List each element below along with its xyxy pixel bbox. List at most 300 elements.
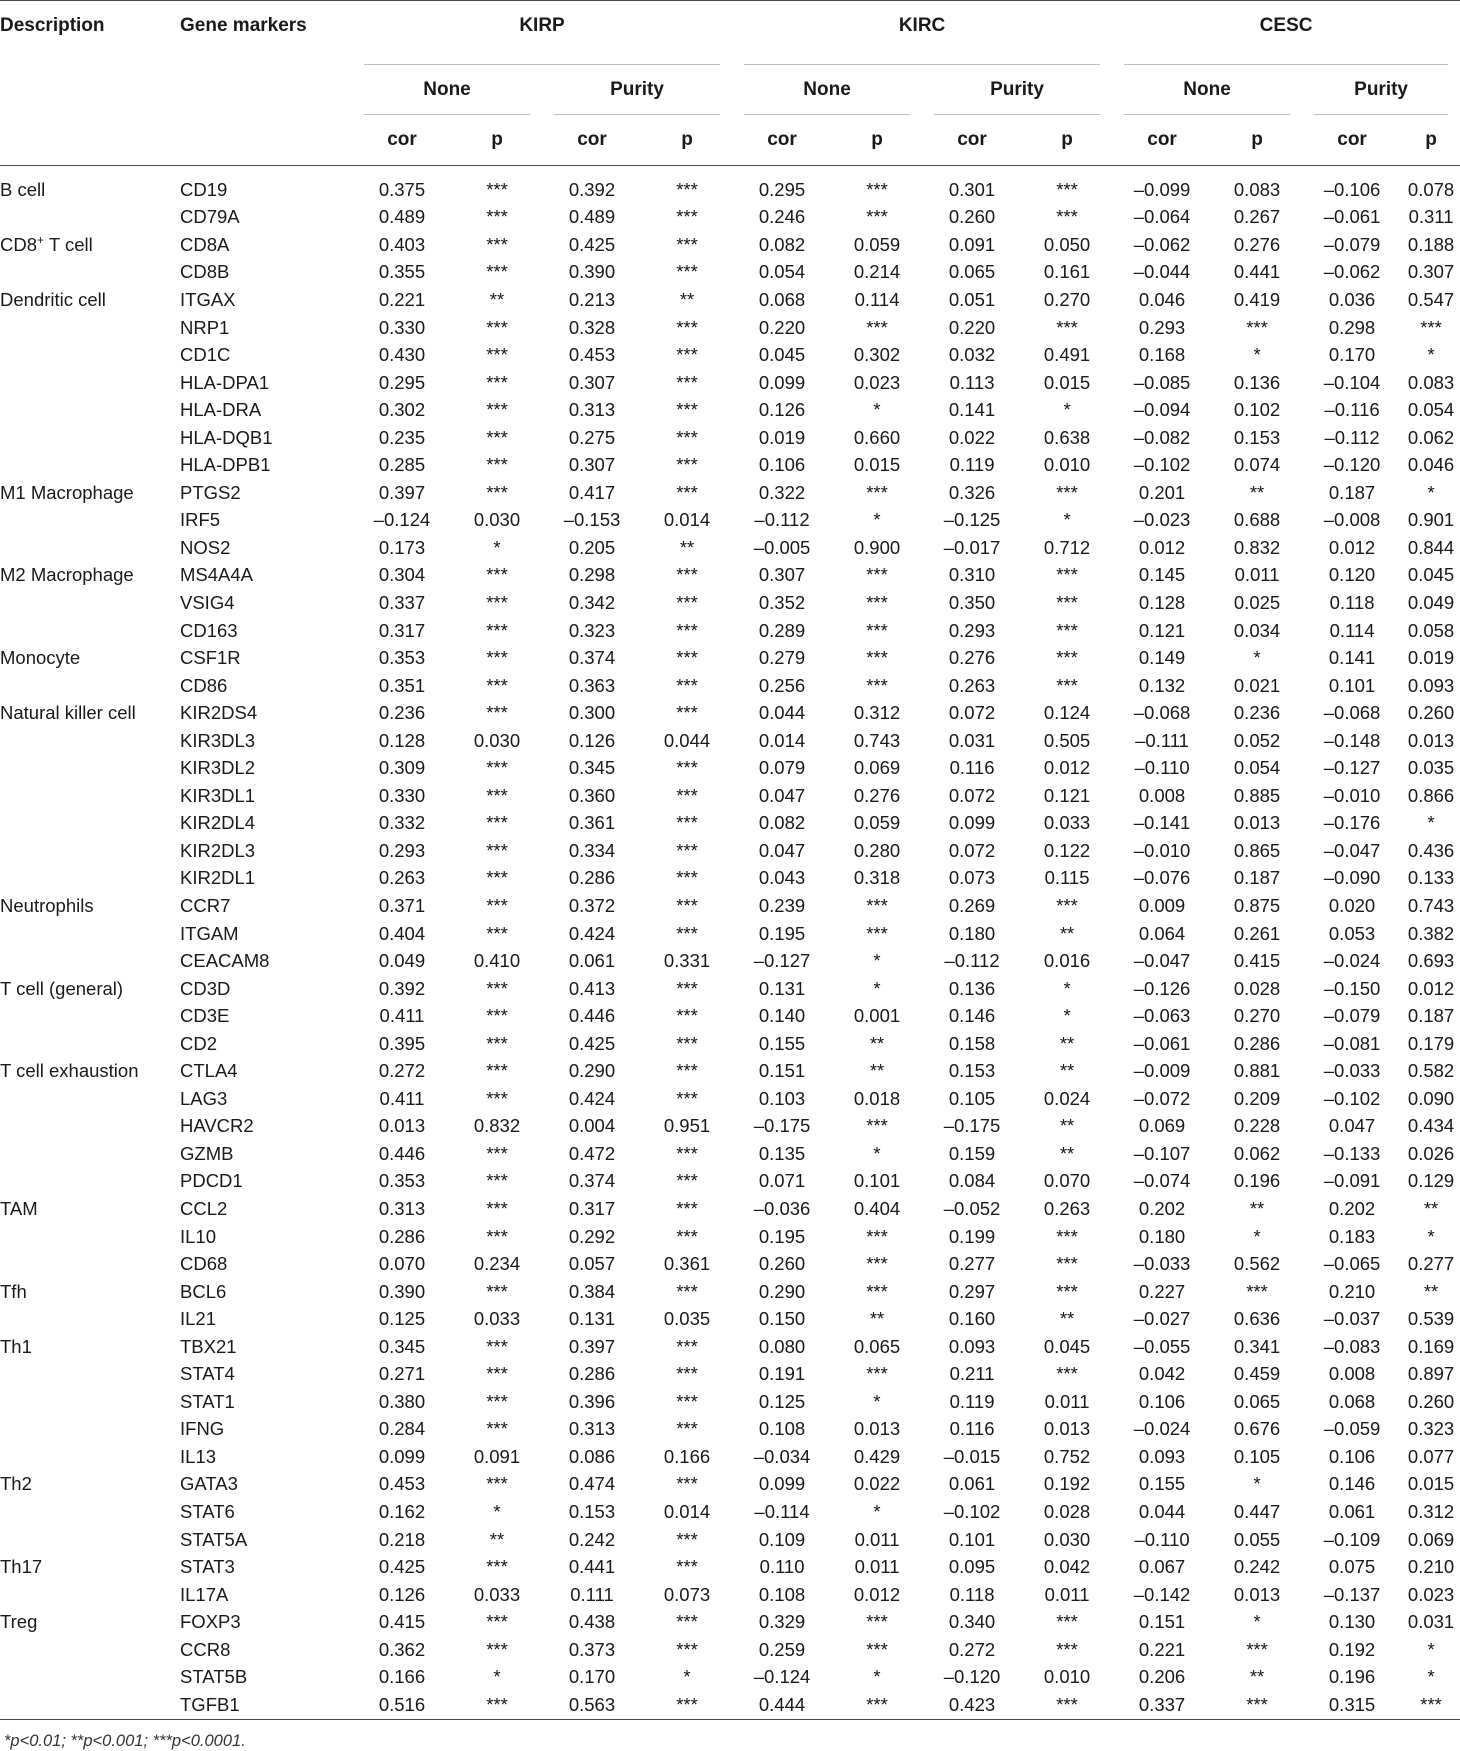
p-value: 0.505 (1043, 729, 1091, 751)
gene-marker: CSF1R (180, 647, 241, 669)
cell-type-label (0, 947, 180, 975)
gene-marker: TBX21 (180, 1335, 237, 1357)
cor-value: 0.340 (948, 1611, 996, 1633)
cor-value: –0.068 (1133, 702, 1191, 724)
gene-marker: IRF5 (180, 509, 221, 531)
cor-value: –0.112 (754, 509, 810, 531)
p-value: 0.897 (1407, 1363, 1455, 1385)
table-row (0, 1250, 1460, 1278)
p-value: * (1253, 1611, 1261, 1633)
cell-type-label (0, 837, 180, 865)
description-header: Description (0, 15, 105, 36)
p-value: 0.013 (1233, 812, 1281, 834)
cor-value: 0.012 (1328, 536, 1376, 558)
p-value: *** (1056, 206, 1078, 228)
p-value: 0.115 (1044, 867, 1090, 889)
p-value: * (873, 509, 881, 531)
p-value: *** (486, 1005, 508, 1027)
cor-value: 0.286 (378, 1225, 426, 1247)
p-value: *** (1212, 1691, 1302, 1719)
p-value: ** (1059, 1308, 1075, 1330)
p-value: 0.090 (1407, 1087, 1455, 1109)
cor-value: 0.082 (758, 233, 806, 255)
p-value: *** (486, 206, 508, 228)
cor-value: 0.374 (568, 647, 616, 669)
cor-value: 0.013 (378, 1115, 426, 1137)
cor-value: 0.396 (568, 1390, 616, 1412)
cor-value: 0.345 (568, 757, 616, 779)
cell-type-label (0, 617, 180, 645)
cor-value: 0.128 (378, 729, 426, 751)
cor-value: 0.153 (948, 1060, 996, 1082)
p-value: *** (676, 261, 698, 283)
table-row (0, 699, 1460, 727)
cor-value: –0.094 (1133, 399, 1191, 421)
p-value: *** (1056, 647, 1078, 669)
p-value: 0.881 (1233, 1060, 1281, 1082)
cor-value: –0.017 (943, 536, 1001, 558)
p-value: 0.900 (853, 536, 901, 558)
cor-value: 0.380 (378, 1390, 426, 1412)
p-value: *** (486, 674, 508, 696)
p-value: *** (676, 647, 698, 669)
cor-value: 0.300 (568, 702, 616, 724)
cor-value: 0.235 (378, 426, 426, 448)
cor-value: 0.411 (379, 1005, 425, 1027)
p-value: *** (1056, 894, 1078, 916)
cor-value: 0.036 (1328, 288, 1376, 310)
cor-value: 0.392 (378, 977, 426, 999)
cor-value: 0.068 (758, 288, 806, 310)
cor-value: 0.326 (948, 481, 996, 503)
cor-value: 0.160 (948, 1308, 996, 1330)
cor-value: 0.374 (568, 1170, 616, 1192)
p-value: *** (1246, 1638, 1268, 1660)
p-value: 0.001 (853, 1005, 901, 1027)
p-value: *** (676, 591, 698, 613)
p-value: 0.539 (1407, 1308, 1455, 1330)
cor-value: 0.236 (378, 702, 426, 724)
gene-marker: CTLA4 (180, 1060, 238, 1082)
cor-value: 0.136 (948, 977, 996, 999)
cor-value: 0.298 (1328, 316, 1376, 338)
p-value: 0.045 (1407, 564, 1455, 586)
p-value: 0.033 (473, 1308, 521, 1330)
gene-marker: CCR7 (180, 894, 231, 916)
cor-value: 0.170 (1328, 344, 1376, 366)
cor-value: 0.360 (568, 784, 616, 806)
p-value: 0.743 (853, 729, 901, 751)
cancer-header-cesc: CESC (1112, 1, 1460, 66)
p-value: 0.012 (1407, 977, 1455, 999)
table-row (0, 782, 1460, 810)
cor-value: 0.317 (568, 1198, 616, 1219)
p-value: 0.074 (1233, 454, 1281, 476)
table-row (0, 1553, 1460, 1581)
p-value: *** (1056, 1280, 1078, 1302)
cell-type-label (0, 589, 180, 617)
cor-value: 0.310 (948, 564, 996, 586)
cor-value: 0.213 (568, 288, 616, 310)
cor-value: 0.086 (568, 1445, 616, 1467)
p-value: *** (866, 591, 888, 613)
gene-marker: IL13 (180, 1445, 217, 1467)
gene-marker: KIR2DS4 (180, 702, 258, 724)
gene-marker: FOXP3 (180, 1611, 241, 1633)
p-value: *** (486, 1611, 508, 1633)
cor-value: 0.259 (758, 1638, 806, 1660)
p-value: * (493, 536, 501, 558)
cor-value: 0.196 (1328, 1666, 1376, 1688)
table-row (0, 1140, 1460, 1168)
cor-value: 0.395 (378, 1032, 426, 1054)
p-value: 0.011 (854, 1556, 900, 1578)
gene-marker: LAG3 (180, 1087, 228, 1109)
cor-value: 0.239 (758, 894, 806, 916)
p-value: *** (486, 1638, 508, 1660)
table-row (0, 534, 1460, 562)
cell-type-label: Th17 (0, 1556, 43, 1578)
p-value: 0.267 (1233, 206, 1281, 228)
cor-value: –0.063 (1133, 1005, 1191, 1027)
p-value: 0.010 (1043, 454, 1091, 476)
p-value: 0.121 (1043, 784, 1091, 806)
cor-value: 0.082 (758, 812, 806, 834)
p-value: 0.312 (853, 702, 901, 724)
cell-type-label: Natural killer cell (0, 702, 136, 724)
gene-marker: IL17A (180, 1583, 229, 1605)
cor-value: 0.313 (568, 1418, 616, 1440)
cell-type-label: M1 Macrophage (0, 481, 134, 503)
cor-value: 0.125 (758, 1390, 806, 1412)
gene-marker: IL10 (180, 1225, 217, 1247)
cell-type-label (0, 1388, 180, 1416)
cor-value: 0.180 (1138, 1225, 1186, 1247)
gene-marker: CD19 (180, 178, 228, 200)
cor-value: 0.279 (758, 647, 806, 669)
cor-value: 0.106 (758, 454, 806, 476)
p-value: 0.361 (663, 1253, 711, 1275)
p-value: ** (679, 288, 695, 310)
p-value: ** (489, 288, 505, 310)
cor-value: 0.361 (568, 812, 616, 834)
cor-value: 0.272 (378, 1060, 426, 1082)
p-value: *** (676, 233, 698, 255)
stat-header-cor: cor (1337, 129, 1367, 150)
gene-marker: KIR2DL1 (180, 867, 256, 889)
cor-value: 0.113 (949, 371, 995, 393)
p-value: *** (486, 481, 508, 503)
p-value: *** (486, 178, 508, 200)
p-value: *** (676, 674, 698, 696)
p-value: 0.885 (1233, 784, 1281, 806)
cor-value: –0.120 (1323, 454, 1381, 476)
p-value: *** (676, 1418, 698, 1440)
p-value: 0.242 (1233, 1556, 1281, 1578)
p-value: 0.018 (853, 1087, 901, 1109)
cor-value: 0.072 (948, 839, 996, 861)
cor-value: 0.425 (378, 1556, 426, 1578)
p-value: * (1063, 1005, 1071, 1027)
gene-marker: STAT5B (180, 1666, 248, 1688)
table-row (0, 1168, 1460, 1196)
cor-value: 0.304 (378, 564, 426, 586)
table-row (0, 617, 1460, 645)
cor-value: 0.170 (568, 1666, 616, 1688)
stat-header-p: p (1425, 129, 1437, 150)
p-value: *** (486, 1225, 508, 1247)
cell-type-label (0, 1526, 180, 1554)
cor-value: 0.128 (1138, 591, 1186, 613)
table-row (0, 837, 1460, 865)
p-value: 0.014 (663, 1501, 711, 1523)
cor-value: –0.104 (1323, 371, 1381, 393)
cor-value: 0.047 (758, 839, 806, 861)
p-value: 0.062 (1233, 1142, 1281, 1164)
cor-value: 0.132 (1138, 674, 1186, 696)
p-value: * (873, 399, 881, 421)
p-value: 0.743 (1407, 894, 1455, 916)
cor-value: 0.146 (948, 1005, 996, 1027)
p-value: * (873, 1501, 881, 1523)
cor-value: –0.055 (1133, 1335, 1191, 1357)
gene-marker: CD86 (180, 674, 228, 696)
group-header-purity: Purity (1302, 65, 1460, 115)
cor-value: 0.293 (378, 839, 426, 861)
cor-value: –0.109 (1323, 1528, 1381, 1550)
p-value: *** (866, 481, 888, 503)
group-header-none: None (1112, 65, 1302, 115)
p-value: 0.055 (1233, 1528, 1281, 1550)
p-value: *** (1056, 1638, 1078, 1660)
cor-value: 0.109 (758, 1528, 806, 1550)
p-value: *** (676, 399, 698, 421)
p-value: 0.441 (1233, 261, 1281, 283)
cor-value: –0.127 (1323, 757, 1381, 779)
p-value: ** (1059, 1032, 1075, 1054)
p-value: *** (486, 371, 508, 393)
cor-value: 0.516 (352, 1691, 452, 1719)
table-row (0, 1416, 1460, 1444)
cor-value: 0.130 (1328, 1611, 1376, 1633)
cor-value: 0.293 (1138, 316, 1186, 338)
gene-marker: GATA3 (180, 1473, 238, 1495)
cor-value: –0.153 (563, 509, 621, 531)
p-value: *** (486, 867, 508, 889)
p-value: 0.676 (1233, 1418, 1281, 1440)
p-value: 0.234 (473, 1253, 521, 1275)
p-value: 0.105 (1233, 1445, 1281, 1467)
p-value: *** (486, 1170, 508, 1192)
p-value: *** (676, 894, 698, 916)
cell-type-label (0, 1113, 180, 1141)
cor-value: 0.472 (568, 1142, 616, 1164)
cor-value: 0.140 (758, 1005, 806, 1027)
cor-value: 0.101 (1328, 674, 1376, 696)
cor-value: –0.142 (1133, 1583, 1191, 1605)
p-value: 0.228 (1233, 1115, 1281, 1137)
cor-value: 0.446 (378, 1142, 426, 1164)
table-row (0, 1085, 1460, 1113)
table-row (0, 672, 1460, 700)
p-value: *** (486, 454, 508, 476)
gene-marker: NRP1 (180, 316, 230, 338)
p-value: *** (486, 1280, 508, 1302)
gene-marker: CD68 (180, 1253, 228, 1275)
p-value: 0.459 (1233, 1363, 1281, 1385)
table-row (0, 1361, 1460, 1389)
cor-value: –0.076 (1133, 867, 1191, 889)
cor-value: 0.108 (758, 1418, 806, 1440)
p-value: * (1253, 1225, 1261, 1247)
table-row (0, 1195, 1460, 1223)
table-row (0, 1058, 1460, 1086)
cor-value: 0.099 (378, 1445, 426, 1467)
cor-value: –0.027 (1133, 1308, 1191, 1330)
p-value: 0.323 (1407, 1418, 1455, 1440)
p-value: * (873, 950, 881, 972)
cor-value: 0.415 (378, 1611, 426, 1633)
cell-type-label (0, 1168, 180, 1196)
p-value: *** (676, 867, 698, 889)
cor-value: –0.037 (1323, 1308, 1381, 1330)
p-value: ** (869, 1308, 885, 1330)
cor-value: 0.384 (568, 1280, 616, 1302)
cor-value: –0.111 (1135, 729, 1189, 751)
p-value: *** (676, 1363, 698, 1385)
cor-value: 0.155 (758, 1032, 806, 1054)
cor-value: 0.441 (568, 1556, 616, 1578)
cor-value: 0.162 (378, 1501, 426, 1523)
cor-value: 0.355 (378, 261, 426, 283)
cor-value: –0.116 (1324, 399, 1380, 421)
cor-value: 0.153 (568, 1501, 616, 1523)
cor-value: 0.084 (948, 1170, 996, 1192)
cell-type-label (0, 451, 180, 479)
cor-value: 0.061 (948, 1473, 996, 1495)
p-value: 0.030 (473, 729, 521, 751)
cor-value: 0.211 (949, 1363, 995, 1385)
p-value: *** (866, 894, 888, 916)
p-value: 0.636 (1233, 1308, 1281, 1330)
cell-type-label (0, 424, 180, 452)
p-value: ** (1059, 1142, 1075, 1164)
p-value: *** (1056, 1611, 1078, 1633)
table-row (0, 286, 1460, 314)
p-value: 0.023 (853, 371, 901, 393)
cor-value: –0.052 (943, 1198, 1001, 1219)
p-value: *** (676, 1611, 698, 1633)
p-value: *** (486, 1335, 508, 1357)
p-value: 0.069 (1407, 1528, 1455, 1550)
p-value: 0.054 (1233, 757, 1281, 779)
table-row (0, 1002, 1460, 1030)
p-value: *** (676, 1170, 698, 1192)
p-value: * (1253, 1473, 1261, 1495)
cor-value: 0.425 (568, 1032, 616, 1054)
table-row (0, 1278, 1460, 1306)
cor-value: 0.397 (568, 1335, 616, 1357)
p-value: *** (676, 481, 698, 503)
p-value: *** (866, 206, 888, 228)
cell-type-label (0, 1223, 180, 1251)
gene-marker: TGFB1 (180, 1691, 352, 1719)
p-value: *** (676, 1528, 698, 1550)
cor-value: 0.332 (378, 812, 426, 834)
gene-marker: KIR3DL2 (180, 757, 256, 779)
p-value: *** (676, 702, 698, 724)
table-row (0, 1608, 1460, 1636)
cor-value: 0.103 (758, 1087, 806, 1109)
p-value: 0.013 (1043, 1418, 1091, 1440)
p-value: * (1427, 344, 1435, 366)
cor-value: 0.322 (758, 481, 806, 503)
p-value: 0.169 (1407, 1335, 1455, 1357)
cor-value: –0.062 (1323, 261, 1381, 283)
cor-value: –0.024 (1133, 1418, 1191, 1440)
p-value: *** (866, 1253, 888, 1275)
cor-value: 0.120 (1328, 564, 1376, 586)
cor-value: –0.124 (373, 509, 431, 531)
cell-type-label: Th2 (0, 1473, 32, 1495)
p-value: 0.052 (1233, 729, 1281, 751)
p-value: *** (486, 344, 508, 366)
gene-marker: CD8A (180, 233, 230, 255)
p-value: *** (676, 757, 698, 779)
cor-value: 0.390 (568, 261, 616, 283)
p-value: *** (676, 812, 698, 834)
cor-value: –0.102 (1133, 454, 1191, 476)
p-value: 0.307 (1407, 261, 1455, 283)
p-value: 0.033 (1043, 812, 1091, 834)
p-value: 0.638 (1043, 426, 1091, 448)
cor-value: –0.082 (1133, 426, 1191, 448)
p-value: *** (486, 1363, 508, 1385)
cor-value: 0.116 (949, 757, 995, 779)
stat-header-p: p (491, 129, 503, 150)
cor-value: 0.373 (568, 1638, 616, 1660)
cor-value: 0.307 (758, 564, 806, 586)
cor-value: 0.183 (1328, 1225, 1376, 1247)
p-value: 0.688 (1233, 509, 1281, 531)
cell-type-label: Neutrophils (0, 894, 94, 916)
p-value: 0.419 (1233, 288, 1281, 310)
table-row (0, 892, 1460, 920)
gene-marker: KIR3DL1 (180, 784, 256, 806)
p-value: *** (676, 922, 698, 944)
p-value: 0.752 (1043, 1445, 1091, 1467)
cor-value: 0.032 (948, 344, 996, 366)
cor-value: 0.045 (758, 344, 806, 366)
cor-value: 0.337 (1112, 1691, 1212, 1719)
p-value: *** (676, 454, 698, 476)
gene-marker: IL21 (180, 1308, 217, 1330)
p-value: *** (866, 1280, 888, 1302)
cor-value: 0.149 (1138, 647, 1186, 669)
p-value: 0.059 (853, 812, 901, 834)
p-value: 0.214 (853, 261, 901, 283)
cor-value: 0.080 (758, 1335, 806, 1357)
cor-value: 0.289 (758, 619, 806, 641)
group-header-none: None (352, 65, 542, 115)
p-value: 0.196 (1233, 1170, 1281, 1192)
cor-value: 0.489 (378, 206, 426, 228)
cor-value: –0.099 (1133, 178, 1191, 200)
p-value: *** (866, 922, 888, 944)
p-value: *** (486, 261, 508, 283)
cor-value: –0.047 (1133, 950, 1191, 972)
p-value: 0.013 (853, 1418, 901, 1440)
